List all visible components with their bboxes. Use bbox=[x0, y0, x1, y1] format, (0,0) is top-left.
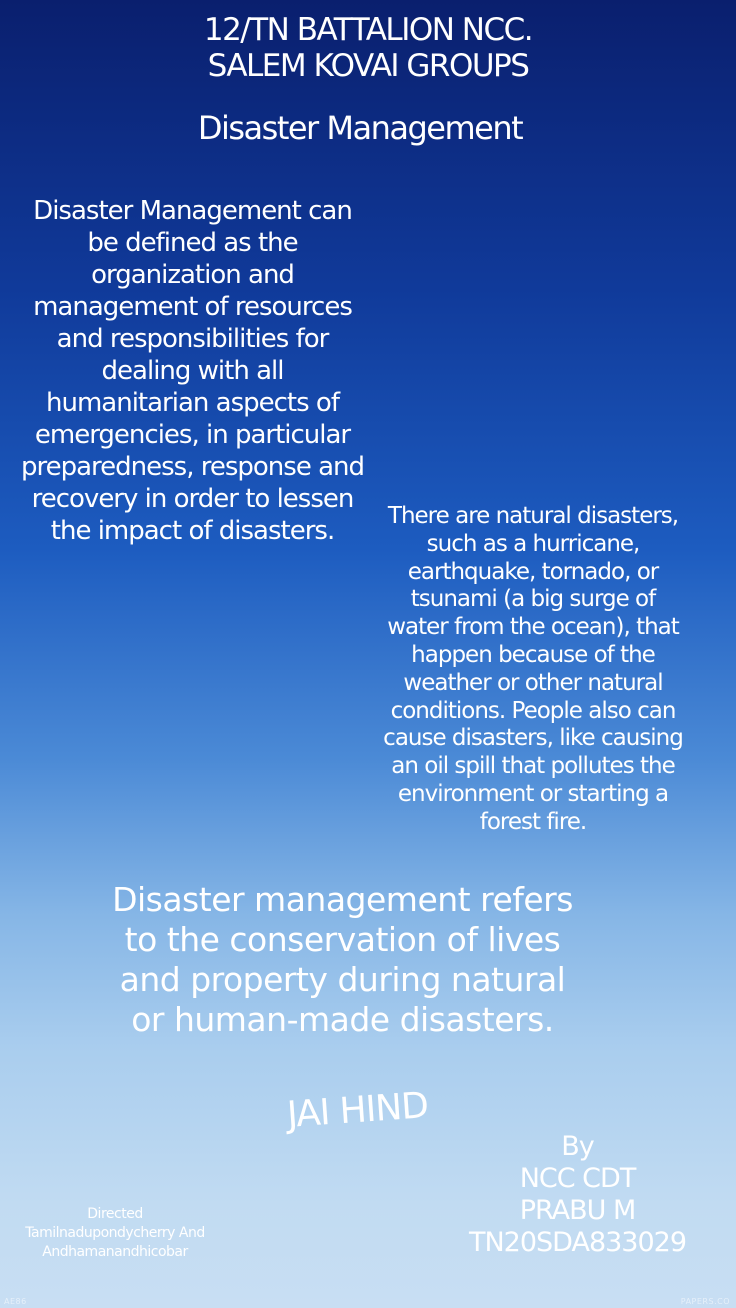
header-battalion: 12/TN BATTALION NCC. bbox=[203, 12, 533, 48]
natural-disasters-paragraph: There are natural disasters, such as a hurricane, earthquake, tornado, or tsunami (a big surge of water from the ocean), that happen because of the weather or other natural conditions. People also can cause disasters, like causing an oil spill that pollutes the environment or starting a forest fire. bbox=[383, 503, 683, 835]
author-block bbox=[460, 1131, 695, 1259]
author-by-label: By bbox=[561, 1131, 594, 1162]
watermark-left: AE86 bbox=[4, 1297, 27, 1306]
author-id: TN20SDA833029 bbox=[468, 1227, 687, 1258]
directed-label: Directed bbox=[87, 1206, 143, 1222]
slogan: JAI HIND bbox=[285, 1085, 430, 1136]
watermark-right: PAPERS.CO bbox=[680, 1297, 730, 1306]
header-groups: SALEM KOVAI GROUPS bbox=[207, 48, 529, 84]
page-title: Disaster Management bbox=[197, 109, 523, 147]
conservation-paragraph: Disaster management refers to the conservation of lives and property during natural or human-made disasters. bbox=[112, 880, 573, 1039]
directed-block bbox=[20, 1205, 210, 1262]
author-name: PRABU M bbox=[519, 1195, 636, 1226]
definition-paragraph: Disaster Management can be defined as the organization and management of resources and responsibilities for dealing with all humanitarian aspects of emergencies, in particular preparedness, response and recovery in order to lessen the impact of disasters. bbox=[20, 196, 365, 546]
author-rank: NCC CDT bbox=[519, 1163, 636, 1194]
directed-region: Tamilnadupondycherry And Andhamanandhicobar bbox=[25, 1225, 205, 1260]
